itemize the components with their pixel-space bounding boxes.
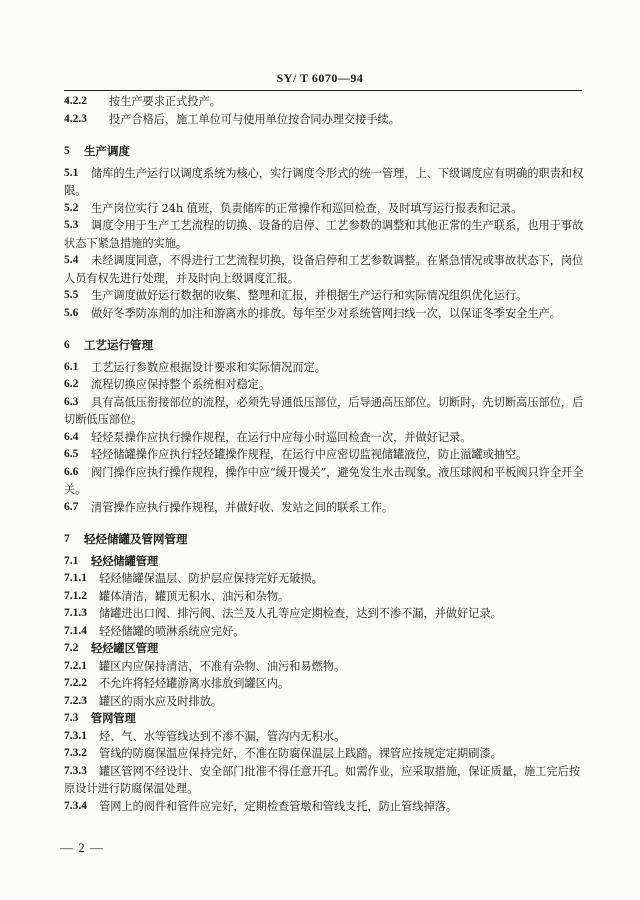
- clause-paragraph: [64, 623, 584, 641]
- subsection-heading: [64, 640, 584, 658]
- clause-text: 轻烃泵操作应执行操作规程，在运行中应每小时巡回检查一次，并做好记录。: [91, 430, 472, 444]
- clause-number: 7.1: [64, 554, 79, 567]
- clause-number: 5.4: [64, 254, 79, 266]
- clause-number: 5.6: [64, 306, 79, 319]
- document-body: [64, 93, 584, 815]
- clause-paragraph: [64, 693, 584, 711]
- clause-paragraph: [64, 499, 584, 517]
- clause-text: 不允许将轻烃罐游离水排放到罐区内。: [99, 677, 290, 690]
- clause-paragraph: [64, 675, 584, 693]
- clause-text: 工艺运行参数应根据设计要求和实际情况而定。: [91, 360, 326, 374]
- clause-number: 7.2.1: [64, 659, 87, 672]
- clause-text: 具有高低压衔接部位的流程，必须先导通低压部位，后导通高压部位。切断时，先切断高压部位，后切断低压部位。: [64, 395, 584, 426]
- clause-text: 未经调度同意，不得进行工艺流程切换，设备启停和工艺参数调整。在紧急情况或事故状态下，岗位人员有权先进行处理，并及时向上级调度汇报。: [64, 254, 584, 285]
- clause-number: 6.4: [64, 430, 79, 443]
- page-header: [0, 71, 640, 86]
- clause-paragraph: [64, 287, 584, 305]
- clause-number: 5.3: [64, 219, 79, 231]
- clause-paragraph: [64, 394, 584, 429]
- clause-text: 流程切换应保持整个系统相对稳定。: [91, 378, 271, 391]
- clause-text: 生产调度: [84, 144, 130, 158]
- clause-text: 投产合格后，施工单位可与使用单位按合同办理交接手续。: [109, 112, 400, 126]
- clause-number: 6.6: [64, 465, 79, 478]
- clause-paragraph: [64, 745, 584, 763]
- clause-paragraph: [64, 605, 584, 623]
- page-number: — 2 —: [60, 840, 104, 855]
- clause-number: 7.1.3: [64, 607, 87, 619]
- clause-paragraph: [64, 429, 584, 447]
- clause-text: 清管操作应执行操作规程，并做好收、发站之间的联系工作。: [91, 500, 394, 514]
- standard-number: SY/ T 6070—94: [276, 71, 364, 85]
- clause-text: 储罐进出口阀、排污阀、法兰及人孔等应定期检查，达到不渗不漏，并做好记录。: [99, 607, 502, 620]
- clause-number: 6: [64, 339, 70, 351]
- clause-paragraph: [64, 305, 584, 323]
- clause-text: 工艺运行管理: [84, 338, 153, 352]
- clause-text: 轻烃储罐及管网管理: [84, 532, 188, 546]
- section-heading: [64, 337, 584, 355]
- clause-text: 罐体清洁，罐顶无积水、油污和杂物。: [99, 589, 290, 603]
- clause-text: 储库的生产运行以调度系统为核心，实行调度令形式的统一管理，上、下级调度应有明确的职责和权限。: [64, 166, 584, 197]
- clause-text: 按生产要求正式投产。: [109, 95, 221, 108]
- section-heading: [64, 531, 584, 549]
- clause-number: 6.1: [64, 360, 79, 373]
- clause-paragraph: [64, 728, 584, 746]
- clause-text: 管网上的阀件和管件应完好，定期检查管墩和管线支托，防止管线掉落。: [99, 799, 458, 813]
- clause-number: 6.5: [64, 448, 79, 460]
- clause-number: 5.5: [64, 289, 79, 301]
- clause-text: 烃、气、水等管线达到不渗不漏，管沟内无积水。: [99, 729, 346, 743]
- clause-text: 罐区的雨水应及时排放。: [99, 694, 223, 708]
- header-rule: [64, 90, 582, 91]
- clause-number: 7.3.1: [64, 729, 87, 742]
- clause-number: 7.3.3: [64, 764, 87, 777]
- clause-paragraph: [64, 763, 584, 798]
- clause-text: 阀门操作应执行操作规程，操作中应“缓开慢关”，避免发生水击现象。液压球阀和平板阀只许全开全关。: [64, 465, 584, 496]
- clause-number: 7.3.4: [64, 799, 87, 812]
- clause-text: 轻烃储罐操作应执行轻烃罐操作规程，在运行中应密切监视储罐液位，防止溢罐或抽空。: [91, 448, 528, 461]
- clause-text: 轻烃储罐保温层、防护层应保持完好无破损。: [99, 572, 323, 585]
- clause-text: 调度令用于生产工艺流程的切换、设备的启停、工艺参数的调整和其他正常的生产联系，也用于事故状态下紧急措施的实施。: [64, 219, 584, 250]
- subsection-heading: [64, 553, 584, 571]
- clause-number: 4.2.2: [64, 95, 87, 107]
- clause-text: 生产调度做好运行数据的收集、整理和汇报，并根据生产运行和实际情况组织优化运行。: [91, 289, 528, 302]
- clause-number: 7.3: [64, 712, 79, 724]
- clause-text: 罐区管网不经设计、安全部门批准不得任意开孔。如需作业，应采取措施，保证质量，施工完后按原设计进行防腐保温处理。: [64, 764, 581, 795]
- clause-text: 做好冬季防冻剂的加注和游离水的排放。每年至少对系统管网扫线一次，以保证冬季安全生产。: [91, 306, 561, 320]
- clause-number: 7: [64, 533, 70, 545]
- clause-text: 生产岗位实行 24h 值班，负责储库的正常操作和巡回检查，及时填写运行报表和记录。: [91, 201, 523, 215]
- clause-text: 轻烃储罐管理: [91, 553, 159, 568]
- clause-paragraph: [64, 376, 584, 394]
- clause-text: 管网管理: [91, 711, 136, 725]
- clause-number: 5: [64, 145, 70, 157]
- clause-paragraph: [64, 217, 584, 252]
- clause-number: 4.2.3: [64, 112, 87, 125]
- clause-paragraph: [64, 658, 584, 676]
- clause-paragraph: [64, 200, 584, 218]
- clause-paragraph: [64, 111, 584, 129]
- clause-number: 7.2.2: [64, 677, 87, 689]
- clause-paragraph: [64, 798, 584, 816]
- clause-number: 7.1.1: [64, 572, 87, 584]
- clause-number: 7.2.3: [64, 694, 87, 707]
- clause-number: 7.2: [64, 642, 79, 654]
- clause-paragraph: [64, 165, 584, 200]
- clause-paragraph: [64, 464, 584, 499]
- clause-number: 7.3.2: [64, 747, 87, 759]
- clause-number: 6.3: [64, 395, 79, 408]
- clause-paragraph: [64, 252, 584, 287]
- clause-number: 5.2: [64, 201, 79, 214]
- clause-text: 轻烃储罐的喷淋系统应完好。: [99, 624, 245, 638]
- subsection-heading: [64, 710, 584, 728]
- clause-number: 6.7: [64, 500, 79, 513]
- clause-text: 轻烃罐区管理: [91, 641, 159, 655]
- clause-paragraph: [64, 446, 584, 464]
- clause-number: 5.1: [64, 166, 79, 179]
- clause-number: 7.1.4: [64, 624, 87, 637]
- clause-paragraph: [64, 570, 584, 588]
- clause-number: 6.2: [64, 378, 79, 390]
- clause-paragraph: [64, 93, 584, 111]
- clause-paragraph: [64, 359, 584, 377]
- clause-paragraph: [64, 588, 584, 606]
- section-heading: [64, 143, 584, 161]
- clause-text: 罐区内应保持清洁，不准有杂物、油污和易燃物。: [99, 659, 346, 673]
- clause-number: 7.1.2: [64, 589, 87, 602]
- clause-text: 管线的防腐保温应保持完好，不准在防腐保温层上践踏。裸管应按规定定期刷漆。: [99, 747, 502, 760]
